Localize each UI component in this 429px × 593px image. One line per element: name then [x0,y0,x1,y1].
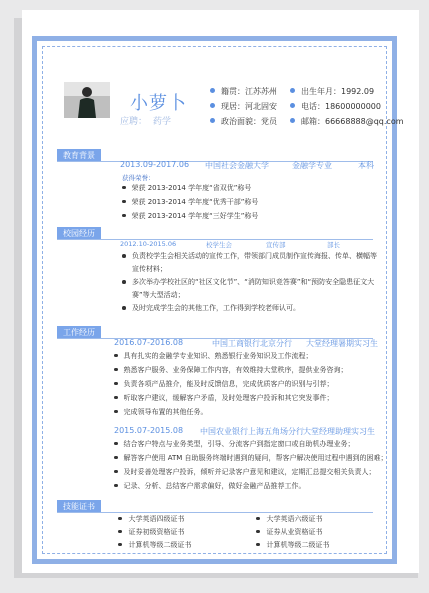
list-item: 听取客户建议，缓解客户矛盾，及时处理客户投诉和其它突发事件； [114,392,334,404]
campus-org: 校学生会 [206,241,232,249]
cert-item: 大学英语四级证书 [118,514,185,524]
section-title-education: 教育背景 [57,149,101,162]
work-period: 2016.07-2016.08 [114,338,184,347]
bullet-icon [290,103,295,108]
section-divider [57,512,373,513]
work-role: 大堂经理助理实习生 [303,427,375,436]
bullet-icon [118,543,122,547]
list-item: 荣获 2013-2014 学年度“优秀干部”称号 [122,196,258,208]
list-item: 及时完成学生会的其他工作，工作得到学校老师认可。 [132,302,382,315]
bullet-icon [114,396,118,400]
email: 邮箱：66668888@qq.com [290,116,404,127]
edu-degree: 本科 [358,161,374,170]
bullet-icon [118,517,122,521]
honors-label: 获得荣誉： [122,174,155,182]
campus-role: 部长 [327,241,340,249]
bullet-icon [114,354,118,358]
list-item: 多次举办学校社区的“社区文化节”、“消防知识竞答赛”和“预防安全隐患征文大赛”等大型活动； [132,276,382,302]
edu-period: 2013.09-2017.06 [120,160,190,169]
bullet-icon [256,517,260,521]
list-item: 负责校学生会相关活动的宣传工作，带领部门成员制作宣传海报、传单、横幅等宣传材料； [132,250,382,276]
bullet-icon [122,214,126,218]
bullet-icon [114,470,118,474]
bullet-icon [290,118,295,123]
bullet-icon [122,186,126,190]
bullet-icon [256,530,260,534]
work-period: 2015.07-2015.08 [114,426,184,435]
work-company: 中国工商银行北京分行 [212,339,292,348]
bullet-icon [114,382,118,386]
cert-item: 大学英语六级证书 [256,514,323,524]
cert-item: 计算机等级二级证书 [256,540,330,550]
edu-major: 金融学专业 [292,161,332,170]
section-title-campus: 校园经历 [57,227,101,240]
candidate-name: 小萝卜 [130,93,187,114]
apply-label: 应聘： [120,117,148,127]
list-item: 完成领导布置的其他任务。 [114,406,208,418]
hometown: 籍贯：江苏苏州 [210,86,277,97]
bullet-icon [210,88,215,93]
bullet-icon [122,280,126,284]
residence: 现居：河北固安 [210,101,277,112]
list-item: 及时妥善处理客户投诉，倾听并记录客户意见和建议，定期汇总提交相关负责人； [114,466,376,478]
bullet-icon [114,442,118,446]
bullet-icon [114,484,118,488]
edu-school: 中国社会金融大学 [205,161,269,170]
cert-item: 证券从业资格证书 [256,527,323,537]
bullet-icon [256,543,260,547]
bullet-icon [210,118,215,123]
work-role: 大堂经理暑期实习生 [306,339,378,348]
list-item: 负责各项产品推介，能及时反馈信息，完成优质客户的识别与引荐； [114,378,334,390]
list-item: 记录、分析、总结客户需求偏好，做好金融产品推荐工作。 [114,480,306,492]
list-item: 荣获 2013-2014 学年度“三好学生”称号 [122,210,258,222]
applied-position [120,114,171,127]
bullet-icon [122,254,126,258]
bullet-icon [122,306,126,310]
campus-period: 2012.10-2015.06 [120,240,177,248]
bullet-icon [122,200,126,204]
list-item: 荣获 2013-2014 学年度“省双优”称号 [122,182,251,194]
political-status: 政治面貌：党员 [210,116,277,127]
bullet-icon [114,368,118,372]
apply-position: 药学 [153,117,172,127]
bullet-icon [118,530,122,534]
section-title-work: 工作经历 [57,326,101,339]
campus-dept: 宣传部 [266,241,286,249]
phone: 电话：18600000000 [290,101,381,112]
list-item: 结合客户特点与业务类型，引导、分流客户到指定窗口或自助机办理业务； [114,438,355,450]
cert-item: 计算机等级二级证书 [118,540,192,550]
work-company: 中国农业银行上海五角场分行 [200,427,304,436]
list-item: 熟悉客户服务、业务保障工作内容，有效维持大堂秩序，提供业务咨询； [114,364,348,376]
cert-item: 证券初级资格证书 [118,527,185,537]
list-item: 具有扎实的金融学专业知识、熟悉银行业务知识及工作流程； [114,350,313,362]
bullet-icon [114,410,118,414]
section-title-certs: 技能证书 [57,500,101,513]
birth-date: 出生年月：1992.09 [290,86,374,97]
bullet-icon [210,103,215,108]
bullet-icon [114,456,118,460]
profile-photo [64,82,110,118]
bullet-icon [290,88,295,93]
list-item: 解答客户使用 ATM 自助服务终端时遇到的疑问，帮客户解决使用过程中遇到的困难； [114,452,388,464]
